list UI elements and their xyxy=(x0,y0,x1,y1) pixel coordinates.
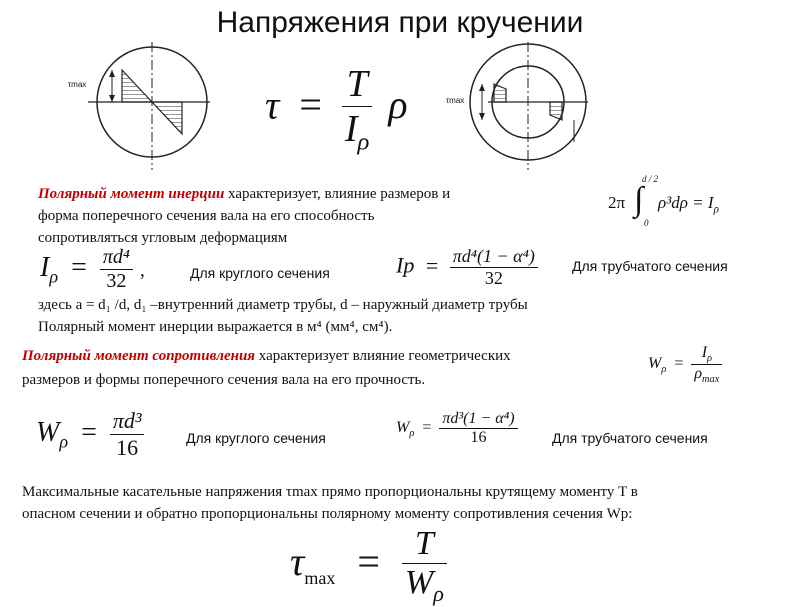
formula-main-fraction xyxy=(342,62,373,157)
wp-tube-eq: = xyxy=(422,419,432,437)
wp-def-den: $\rho_{max}$ xyxy=(694,365,720,386)
integral-body: $\rho^3d\rho = I_\rho$ xyxy=(658,193,719,216)
tau-max-label-left: τmax xyxy=(68,80,87,89)
page-title: Напряжения при кручении xyxy=(216,6,584,39)
formula-main-num: T xyxy=(342,62,373,107)
max-stress-line2: опасном сечении и обратно пропорциональны полярному моменту сопротивления сечения Wp: xyxy=(22,506,633,522)
ip-tube-label: Для трубчатого сечения xyxy=(572,258,728,274)
wp-tube-fraction xyxy=(439,410,517,447)
ip-tube-fraction xyxy=(450,246,538,289)
polar-resistance-text2: размеров и формы поперечного сечения вала на его прочность. xyxy=(22,372,426,388)
max-stress-line1: Максимальные касательные напряжения τmax прямо пропорциональны крутящему моменту T в xyxy=(22,484,638,500)
ip-round-den: 32 xyxy=(106,270,127,292)
integral-coef: 2π xyxy=(608,193,626,212)
polar-resistance-text1: характеризует влияние геометрических xyxy=(255,348,511,364)
wp-round-lhs: $W_\rho$ xyxy=(36,416,69,452)
wp-round-den: 16 xyxy=(116,435,139,460)
integral-formula xyxy=(608,174,748,234)
polar-inertia-text2: форма поперечного сечения вала на его способность xyxy=(38,208,375,224)
formula-main xyxy=(265,62,408,157)
formula-final-fraction xyxy=(402,525,447,607)
ip-tube-formula xyxy=(396,246,538,289)
wp-round-eq: = xyxy=(81,416,97,448)
ip-round-num: πd⁴ xyxy=(100,246,133,270)
wp-round-label: Для круглого сечения xyxy=(186,430,326,446)
polar-inertia-term: Полярный момент инерции xyxy=(38,186,225,202)
tubular-section-diagram xyxy=(462,42,592,172)
formula-main-eq: = xyxy=(299,82,322,128)
polar-resistance-text xyxy=(22,345,622,391)
ip-tube-num: πd⁴(1 − α⁴) xyxy=(450,246,538,268)
where-line: здесь a = d₁ /d, d₁ –внутренний диаметр трубы, d – наружный диаметр трубы xyxy=(38,297,528,313)
formula-final-eq: = xyxy=(357,539,380,585)
tau-max-label-right: τmax xyxy=(446,96,465,105)
polar-inertia-text3: сопротивляться угловым деформациям xyxy=(38,230,288,246)
ip-round-label: Для круглого сечения xyxy=(190,265,330,281)
ip-round-eq: = xyxy=(71,251,87,283)
polar-resistance-term: Полярный момент сопротивления xyxy=(22,348,256,364)
formula-final xyxy=(290,525,447,607)
polar-inertia-text xyxy=(38,183,558,249)
formula-final-den: $W_\rho$ xyxy=(404,564,444,606)
ip-round-formula xyxy=(40,246,145,293)
wp-def-formula xyxy=(648,344,722,385)
formula-final-num: T xyxy=(402,525,447,564)
formula-main-lhs: τ xyxy=(265,82,280,128)
formula-final-lhs: $\tau_{max}$ xyxy=(290,539,336,589)
wp-tube-lhs: $W_\rho$ xyxy=(396,419,415,440)
formula-main-tail: ρ xyxy=(388,82,408,128)
wp-round-fraction xyxy=(110,408,145,461)
ip-round-comma: , xyxy=(139,258,145,281)
ip-tube-den: 32 xyxy=(484,268,503,288)
wp-round-formula xyxy=(36,408,144,461)
wp-tube-formula xyxy=(396,410,518,447)
wp-def-num: $I_\rho$ xyxy=(691,344,722,365)
ip-tube-lhs: Ip xyxy=(396,252,415,278)
wp-def-lhs: $W_\rho$ xyxy=(648,355,667,376)
polar-inertia-text1: характеризует, влияние размеров и xyxy=(224,186,451,202)
units-line: Полярный момент инерции выражается в м⁴ (мм⁴, см⁴). xyxy=(38,319,393,335)
wp-tube-den: 16 xyxy=(470,429,487,446)
wp-round-num: πd³ xyxy=(110,408,145,435)
wp-tube-label: Для трубчатого сечения xyxy=(552,430,708,446)
ip-round-fraction xyxy=(100,246,133,293)
integral-upper: d / 2 xyxy=(642,174,659,184)
solid-section-diagram xyxy=(60,42,210,172)
max-stress-text xyxy=(22,481,782,525)
integral-lower: 0 xyxy=(644,218,649,228)
wp-tube-num: πd³(1 − α⁴) xyxy=(439,410,517,429)
ip-tube-eq: = xyxy=(425,252,439,278)
wp-def-fraction xyxy=(691,344,722,385)
formula-main-den: $I_\rho$ xyxy=(344,108,370,156)
integral-sign: ∫ xyxy=(634,181,644,218)
ip-round-lhs: $I_\rho$ xyxy=(40,251,59,287)
wp-def-eq: = xyxy=(674,355,684,373)
